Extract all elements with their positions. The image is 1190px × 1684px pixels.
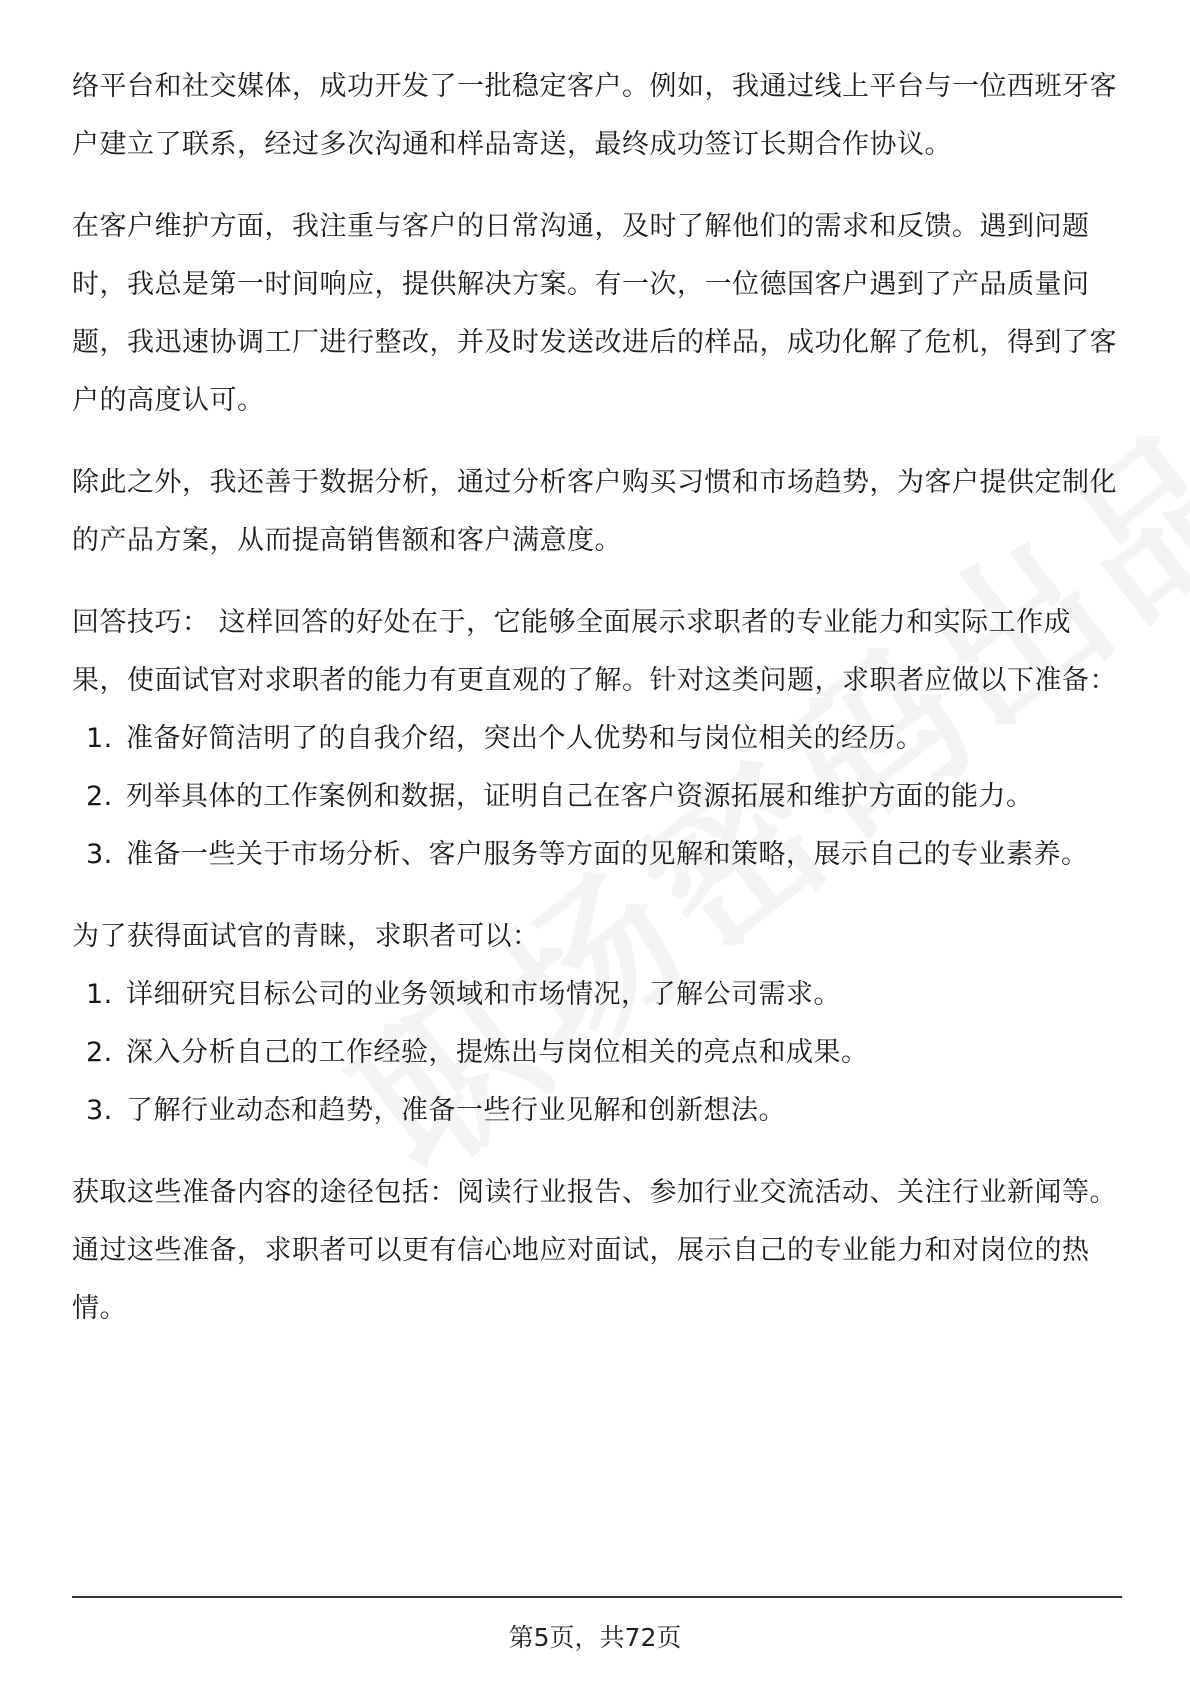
list-item <box>72 768 1122 826</box>
list-item <box>72 710 1122 768</box>
list-text: 深入分析自己的工作经验，提炼出与岗位相关的亮点和成果。 <box>126 1037 869 1068</box>
list-text: 了解行业动态和趋势，准备一些行业见解和创新想法。 <box>126 1095 786 1126</box>
list-item <box>72 826 1122 884</box>
list-text: 列举具体的工作案例和数据，证明自己在客户资源拓展和维护方面的能力。 <box>126 781 1034 812</box>
list-item <box>72 1024 1122 1082</box>
preparation-list <box>72 710 1122 884</box>
list-item <box>72 1082 1122 1140</box>
list-number: 1. <box>86 723 113 754</box>
footer-divider <box>72 1596 1122 1598</box>
list-item <box>72 966 1122 1024</box>
paragraph-2: 在客户维护方面，我注重与客户的日常沟通，及时了解他们的需求和反馈。遇到问题时，我总是第一时间响应，提供解决方案。有一次，一位德国客户遇到了产品质量问题，我迅速协调工厂进行整改，并及时发送改进后的样品，成功化解了危机，得到了客户的高度认可。 <box>72 211 1117 416</box>
list-text: 准备一些关于市场分析、客户服务等方面的见解和策略，展示自己的专业素养。 <box>126 839 1089 870</box>
paragraph-3: 除此之外，我还善于数据分析，通过分析客户购买习惯和市场趋势，为客户提供定制化的产品方案，从而提高销售额和客户满意度。 <box>72 467 1117 556</box>
paragraph-answer-tips: 回答技巧： 这样回答的好处在于，它能够全面展示求职者的专业能力和实际工作成果，使面试官对求职者的能力有更直观的了解。针对这类问题，求职者应做以下准备： <box>72 607 1117 696</box>
paragraph-1: 络平台和社交媒体，成功开发了一批稳定客户。例如，我通过线上平台与一位西班牙客户建立了联系，经过多次沟通和样品寄送，最终成功签订长期合作协议。 <box>72 71 1117 160</box>
list-number: 1. <box>86 979 113 1010</box>
paragraph-sources: 获取这些准备内容的途径包括：阅读行业报告、参加行业交流活动、关注行业新闻等。通过这些准备，求职者可以更有信心地应对面试，展示自己的专业能力和对岗位的热情。 <box>72 1177 1117 1324</box>
document-body <box>72 58 1122 1338</box>
list-number: 3. <box>86 1095 113 1126</box>
paragraph-favor: 为了获得面试官的青睐，求职者可以： <box>72 921 540 952</box>
list-number: 3. <box>86 839 113 870</box>
list-number: 2. <box>86 1037 113 1068</box>
favor-list <box>72 966 1122 1140</box>
page-number: 第5页，共72页 <box>508 1623 682 1652</box>
list-text: 详细研究目标公司的业务领域和市场情况，了解公司需求。 <box>126 979 841 1010</box>
list-text: 准备好简洁明了的自我介绍，突出个人优势和与岗位相关的经历。 <box>126 723 924 754</box>
list-number: 2. <box>86 781 113 812</box>
